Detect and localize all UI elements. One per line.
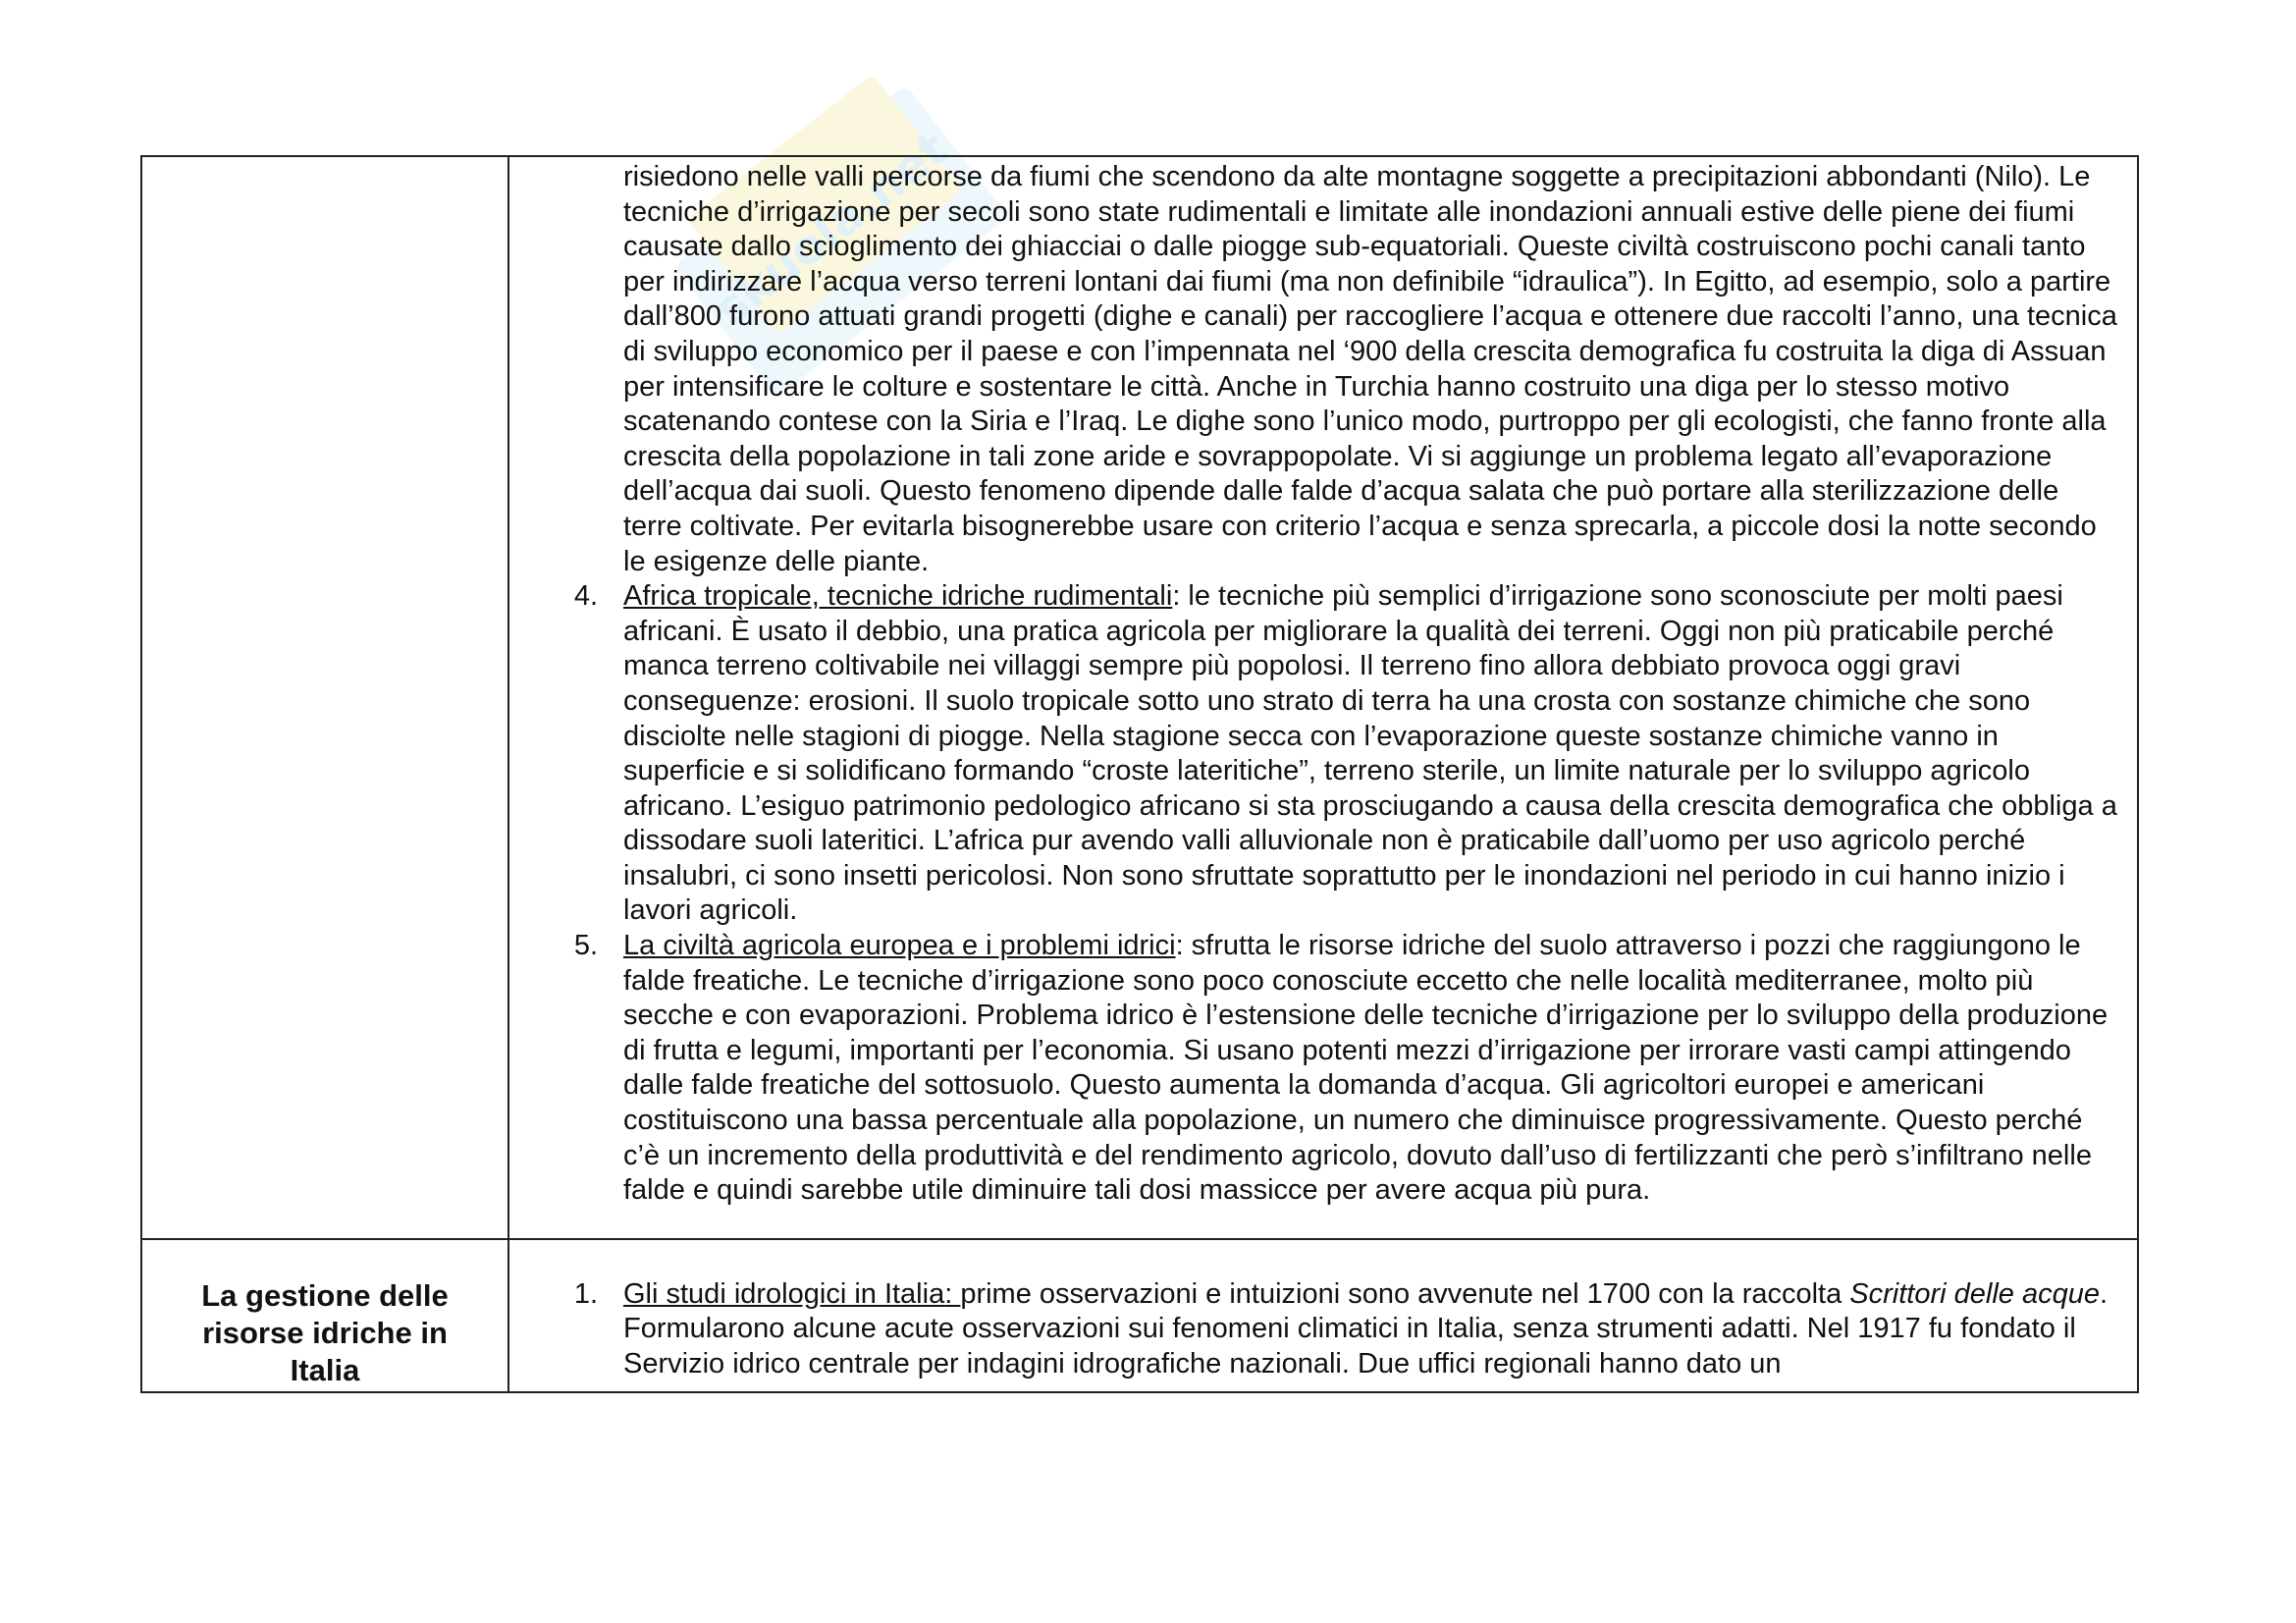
list-item-title-suffix: : <box>944 1277 961 1310</box>
list-item-text: prime osservazioni e intuizioni sono avvenute nel 1700 con la raccolta <box>960 1277 1850 1310</box>
table-row <box>141 156 2138 1239</box>
section-heading: La gestione delle risorse idriche in Italia <box>141 1239 508 1392</box>
list-item-title: Gli studi idrologici in Italia <box>623 1277 945 1310</box>
list-item-title: La civiltà agricola europea e i problemi idrici <box>623 930 1176 962</box>
list-item <box>573 579 2119 929</box>
continuation-paragraph: risiedono nelle valli percorse da fiumi che scendono da alte montagne soggette a precipitazioni abbondanti (Nilo). Le tecniche d’irrigazione per secoli sono state rudimentali e limitate alle inondazioni annuali estive delle piene dei fiumi causate dallo scioglimento dei ghiacciai o dalle piogge sub-equatoriali. Queste civiltà costruiscono pochi canali tanto per indirizzare l’acqua verso terreni lontani dai fiumi (ma non definibile “idraulica”). In Egitto, ad esempio, solo a partire dall’800 furono attuati grandi progetti (dighe e canali) per raccogliere l’acqua e ottenere due raccolti l’anno, una tecnica di sviluppo economico per il paese e con l’impennata nel ‘900 della crescita demografica fu costruita la diga di Assuan per intensificare le colture e sostentare le città. Anche in Turchia hanno costruito una diga per lo stesso motivo scatenando contese con la Siria e l’Iraq. Le dighe sono l’unico modo, purtroppo per gli ecologisti, che fanno fronte alla crescita della popolazione in tali zone aride e sovrappopolate. Vi si aggiunge un problema legato all’evaporazione dell’acqua dai suoli. Questo fenomeno dipende dalle falde d’acqua salata che può portare alla sterilizzazione delle terre coltivate. Per evitarla bisognerebbe usare con criterio l’acqua e senza sprecarla, a piccole dosi la notte secondo le esigenze delle piante. <box>623 161 2117 577</box>
list-item <box>573 929 2119 1209</box>
list-item-text-cont: . Formularono alcune acute osservazioni sui fenomeni climatici in Italia, senza strumenti adatti. Nel 1917 fu fondato il Servizio idrico centrale per indagini idrografiche nazionali. Due uffici regionali hanno dato un <box>623 1277 2109 1380</box>
watermark-text: skuola.net <box>704 121 959 338</box>
list-item <box>573 1277 2119 1382</box>
list-item-number: 1. <box>573 1277 598 1310</box>
list-item-number: 5. <box>573 930 598 962</box>
document-table <box>140 155 2139 1393</box>
list-item-text: : le tecniche più semplici d’irrigazione sono sconosciute per molti paesi africani. È usato il debbio, una pratica agricola per migliorare la qualità dei terreni. Oggi non più praticabile perché manca terreno coltivabile nei villaggi sempre più popolosi. Il terreno fino allora debbiato provoca oggi gravi conseguenze: erosioni. Il suolo tropicale sotto uno strato di terra ha una crosta con sostanze chimiche che sono disciolte nelle stagioni di piogge. Nella stagione secca con l’evaporazione queste sostanze chimiche vanno in superficie e si solidificano formando “croste lateritiche”, terreno sterile, un limite naturale per lo sviluppo agricolo africano. L’esiguo patrimonio pedologico africano si sta prosciugando a causa della crescita demografica che obbliga a dissodare suoli lateritici. L’africa pur avendo valli alluvionale non è praticabile dall’uomo per uso agricolo perché insalubri, ci sono insetti pericolosi. Non sono sfruttate soprattutto per le inondazioni nel periodo in cui hanno inizio i lavori agricoli. <box>623 580 2117 927</box>
list-item-number: 4. <box>573 580 598 613</box>
list-item-title: Africa tropicale, tecniche idriche rudimentali <box>623 580 1173 613</box>
content-cell <box>508 1239 2138 1392</box>
table-row <box>141 1239 2138 1392</box>
heading-cell-empty <box>141 156 508 1239</box>
list-item-text: : sfrutta le risorse idriche del suolo attraverso i pozzi che raggiungono le falde freatiche. Le tecniche d’irrigazione sono poco conosciute eccetto che nelle località mediterranee, molto più secche e con evaporazioni. Problema idrico è l’estensione delle tecniche d’irrigazione per lo sviluppo della produzione di frutta e legumi, importanti per l’economia. Si usano potenti mezzi d’irrigazione per irrorare vasti campi attingendo dalle falde freatiche del sottosuolo. Questo aumenta la domanda d’acqua. Gli agricoltori europei e americani costituiscono una bassa percentuale alla popolazione, un numero che diminuisce progressivamente. Questo perché c’è un incremento della produttività e del rendimento agricolo, dovuto dall’uso di fertilizzanti che però s’infiltrano nelle falde e quindi sarebbe utile diminuire tali dosi massicce per avere acqua più pura. <box>623 930 2109 1207</box>
book-title: Scrittori delle acque <box>1849 1277 2100 1310</box>
content-cell <box>508 156 2138 1239</box>
